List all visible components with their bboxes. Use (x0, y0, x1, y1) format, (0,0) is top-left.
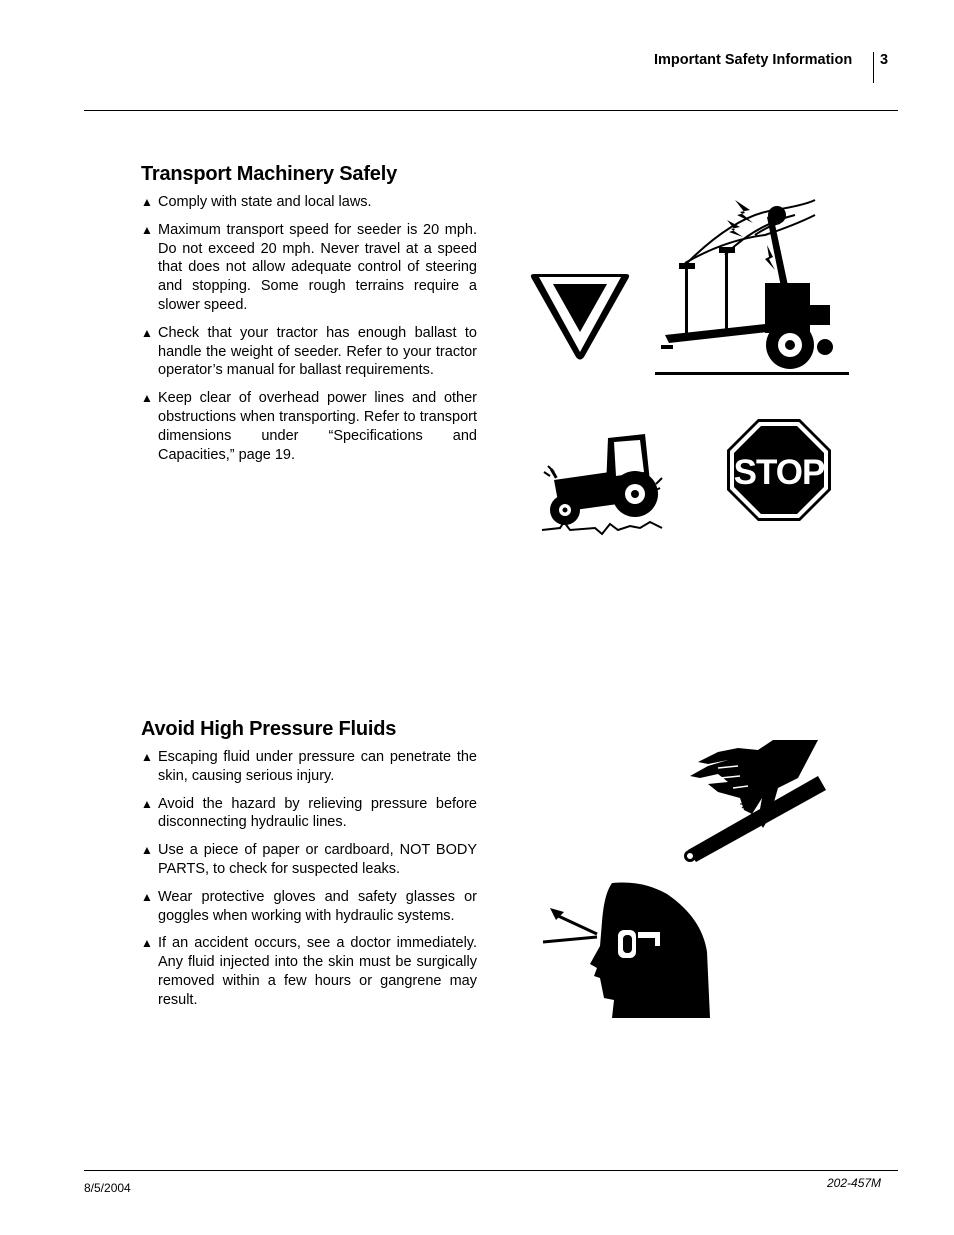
list-item: ▲ Use a piece of paper or cardboard, NOT BODY PARTS, to check for suspected leaks. (141, 842, 477, 877)
triangle-bullet-icon: ▲ (141, 325, 153, 340)
bullet-list (141, 193, 477, 464)
triangle-bullet-icon: ▲ (141, 195, 153, 209)
section-title: Transport Machinery Safely (141, 163, 398, 185)
yield-sign-icon (528, 270, 632, 362)
top-rule (84, 110, 898, 111)
triangle-bullet-icon: ▲ (141, 843, 153, 858)
triangle-bullet-icon: ▲ (141, 391, 153, 406)
triangle-bullet-icon: ▲ (141, 222, 153, 237)
header-divider (873, 52, 874, 83)
stop-sign-text: STOP (733, 453, 825, 492)
page-number: 3 (880, 52, 889, 68)
bottom-rule (84, 1170, 898, 1171)
list-item: ▲ Wear protective gloves and safety glasses or goggles when working with hydraulic systems. (141, 888, 477, 924)
triangle-bullet-icon: ▲ (141, 796, 153, 811)
triangle-bullet-icon: ▲ (141, 936, 153, 951)
header-title: Important Safety Information (654, 52, 853, 68)
list-item: ▲ Keep clear of overhead power lines and other obstructions when transporting. Refer to transport dimensions under “Specifications and Capacities,” page 19. (141, 390, 477, 463)
triangle-bullet-icon: ▲ (141, 889, 153, 904)
stop-sign-icon (726, 418, 832, 522)
list-item: ▲ Comply with state and local laws. (141, 194, 372, 210)
list-item: ▲ Avoid the hazard by relieving pressure before disconnecting hydraulic lines. (141, 795, 477, 831)
tractor-power-lines-icon (655, 195, 855, 377)
list-item: ▲ Escaping fluid under pressure can penetrate the skin, causing serious injury. (141, 749, 477, 784)
list-item: ▲ Check that your tractor has enough ballast to handle the weight of seeder. Refer to your tractor operator’s manual for ballast requirements. (141, 324, 477, 379)
hand-fluid-injection-icon (678, 738, 828, 864)
footer-date: 8/5/2004 (84, 1181, 131, 1195)
footer-doc-number: 202-457M (827, 1176, 882, 1190)
section-high-pressure (141, 718, 477, 1019)
tractor-rough-terrain-icon (540, 432, 668, 540)
list-item: ▲ If an accident occurs, see a doctor immediately. Any fluid injected into the skin must be surgically removed within a few hours or gangrene may result. (141, 935, 477, 1008)
section-title: Avoid High Pressure Fluids (141, 718, 397, 740)
section-transport (141, 163, 477, 473)
bullet-list (141, 748, 477, 1010)
triangle-bullet-icon: ▲ (141, 750, 153, 764)
list-item: ▲ Maximum transport speed for seeder is 20 mph. Do not exceed 20 mph. Never travel at a speed that does not allow adequate control of steering and stopping. Some rough terrains require a slower speed. (141, 221, 477, 313)
head-safety-glasses-icon (542, 882, 714, 1022)
